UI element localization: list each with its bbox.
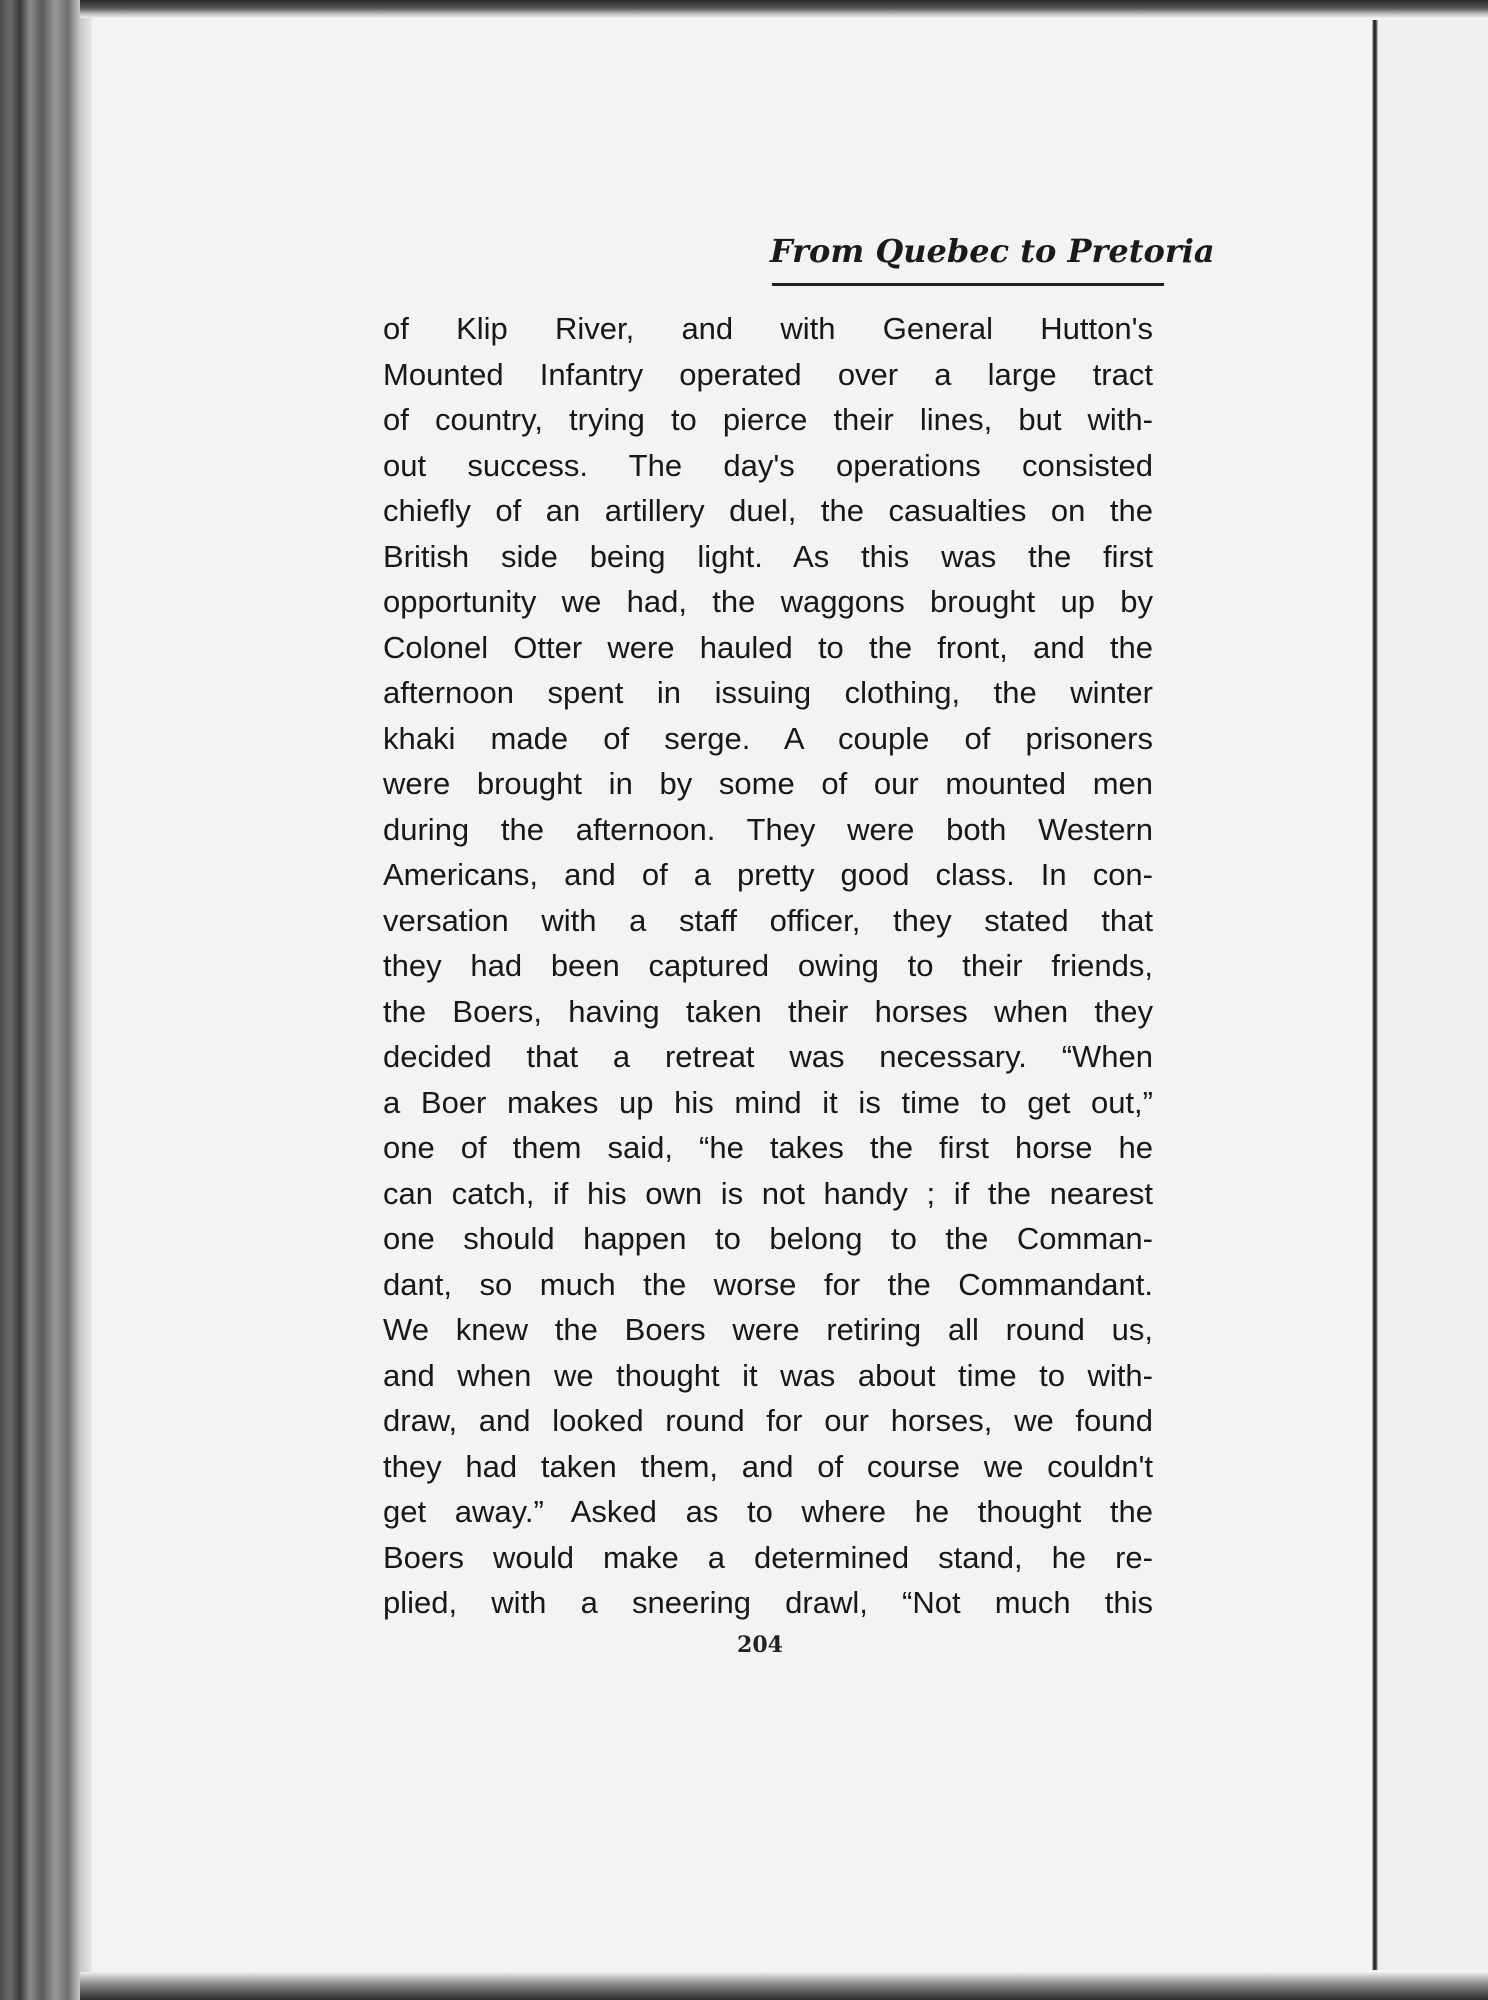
text-line: get away.” Asked as to where he thought the: [383, 1494, 1153, 1529]
text-line: and when we thought it was about time to with-: [383, 1357, 1153, 1393]
text-line: the Boers, having taken their horses when they: [383, 993, 1153, 1029]
text-line: a Boer makes up his mind it is time to get out,”: [383, 1084, 1153, 1120]
text-line: of Klip River, and with General Hutton's: [383, 311, 1153, 346]
text-line: plied, with a sneering drawl, “Not much this: [383, 1585, 1153, 1620]
text-line: dant, so much the worse for the Commandant.: [383, 1266, 1153, 1302]
bottom-page-edge: [80, 1972, 1488, 2000]
text-line: can catch, if his own is not handy ; if the nearest: [383, 1175, 1153, 1211]
text-line: were brought in by some of our mounted men: [383, 766, 1153, 801]
text-line: British side being light. As this was the first: [383, 538, 1153, 574]
text-line: Colonel Otter were hauled to the front, and the: [383, 629, 1153, 665]
page-number: 204: [737, 1632, 783, 1658]
text-line: one of them said, “he takes the first horse he: [383, 1130, 1153, 1165]
text-line: afternoon spent in issuing clothing, the winter: [383, 675, 1153, 710]
running-head: From Quebec to Pretoria: [770, 232, 1215, 270]
text-line: they had been captured owing to their friends,: [383, 948, 1153, 983]
text-line: one should happen to belong to the Comman-: [383, 1221, 1153, 1256]
text-line: during the afternoon. They were both Western: [383, 811, 1153, 847]
text-line: opportunity we had, the waggons brought up by: [383, 584, 1153, 619]
text-line: they had taken them, and of course we couldn't: [383, 1448, 1153, 1484]
next-page-margin: [1378, 20, 1488, 1970]
running-head-rule: [772, 283, 1164, 286]
text-line: We knew the Boers were retiring all round us,: [383, 1312, 1153, 1347]
body-text: [383, 306, 1153, 1626]
text-line: chiefly of an artillery duel, the casualties on the: [383, 493, 1153, 528]
text-line: draw, and looked round for our horses, we found: [383, 1403, 1153, 1438]
top-page-edge: [80, 0, 1488, 18]
book-binding: [0, 0, 92, 2000]
text-line: Boers would make a determined stand, he re-: [383, 1539, 1153, 1575]
text-line: versation with a staff officer, they stated that: [383, 902, 1153, 938]
text-line: khaki made of serge. A couple of prisoners: [383, 720, 1153, 756]
text-line: out success. The day's operations consisted: [383, 447, 1153, 483]
text-line: of country, trying to pierce their lines, but with-: [383, 402, 1153, 437]
text-line: Mounted Infantry operated over a large tract: [383, 356, 1153, 392]
text-line: Americans, and of a pretty good class. In con-: [383, 857, 1153, 892]
text-line: decided that a retreat was necessary. “When: [383, 1039, 1153, 1074]
